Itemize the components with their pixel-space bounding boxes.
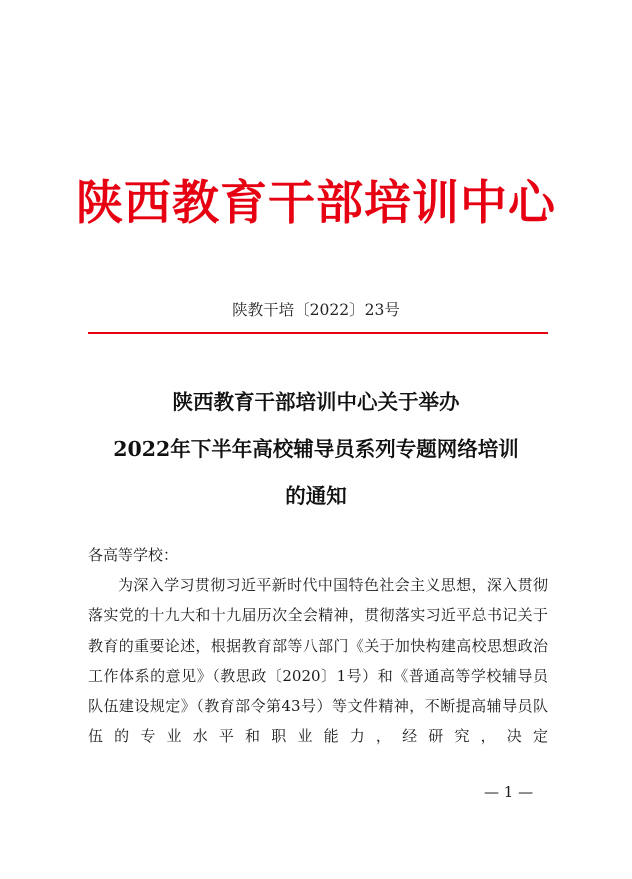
document-title-line-2: 2022年下半年高校辅导员系列专题网络培训 [113, 437, 519, 461]
page-number: — 1 — [484, 783, 534, 801]
document-title-line-1: 陕西教育干部培训中心关于举办 [172, 390, 460, 414]
document-title [60, 379, 572, 520]
letterhead-organization: 陕西教育干部培训中心 [76, 176, 556, 231]
document-title-line-3: 的通知 [285, 484, 347, 508]
document-number: 陕教干培〔2022〕23号 [232, 301, 400, 319]
document-body [88, 540, 548, 751]
salutation: 各高等学校： [88, 546, 179, 564]
body-paragraph: 为深入学习贯彻习近平新时代中国特色社会主义思想，深入贯彻落实党的十九大和十九届历次全会精神，贯彻落实习近平总书记关于教育的重要论述，根据教育部等八部门《关于加快构建高校思想政治工作体系的意见》（教思政〔2020〕1号）和《普通高等学校辅导员队伍建设规定》（教育部令第43号）等文件精神，不断提高辅导员队伍的专业水平和职业能力，经研究，决定 [88, 576, 548, 746]
letterhead-red-rule [88, 332, 548, 334]
